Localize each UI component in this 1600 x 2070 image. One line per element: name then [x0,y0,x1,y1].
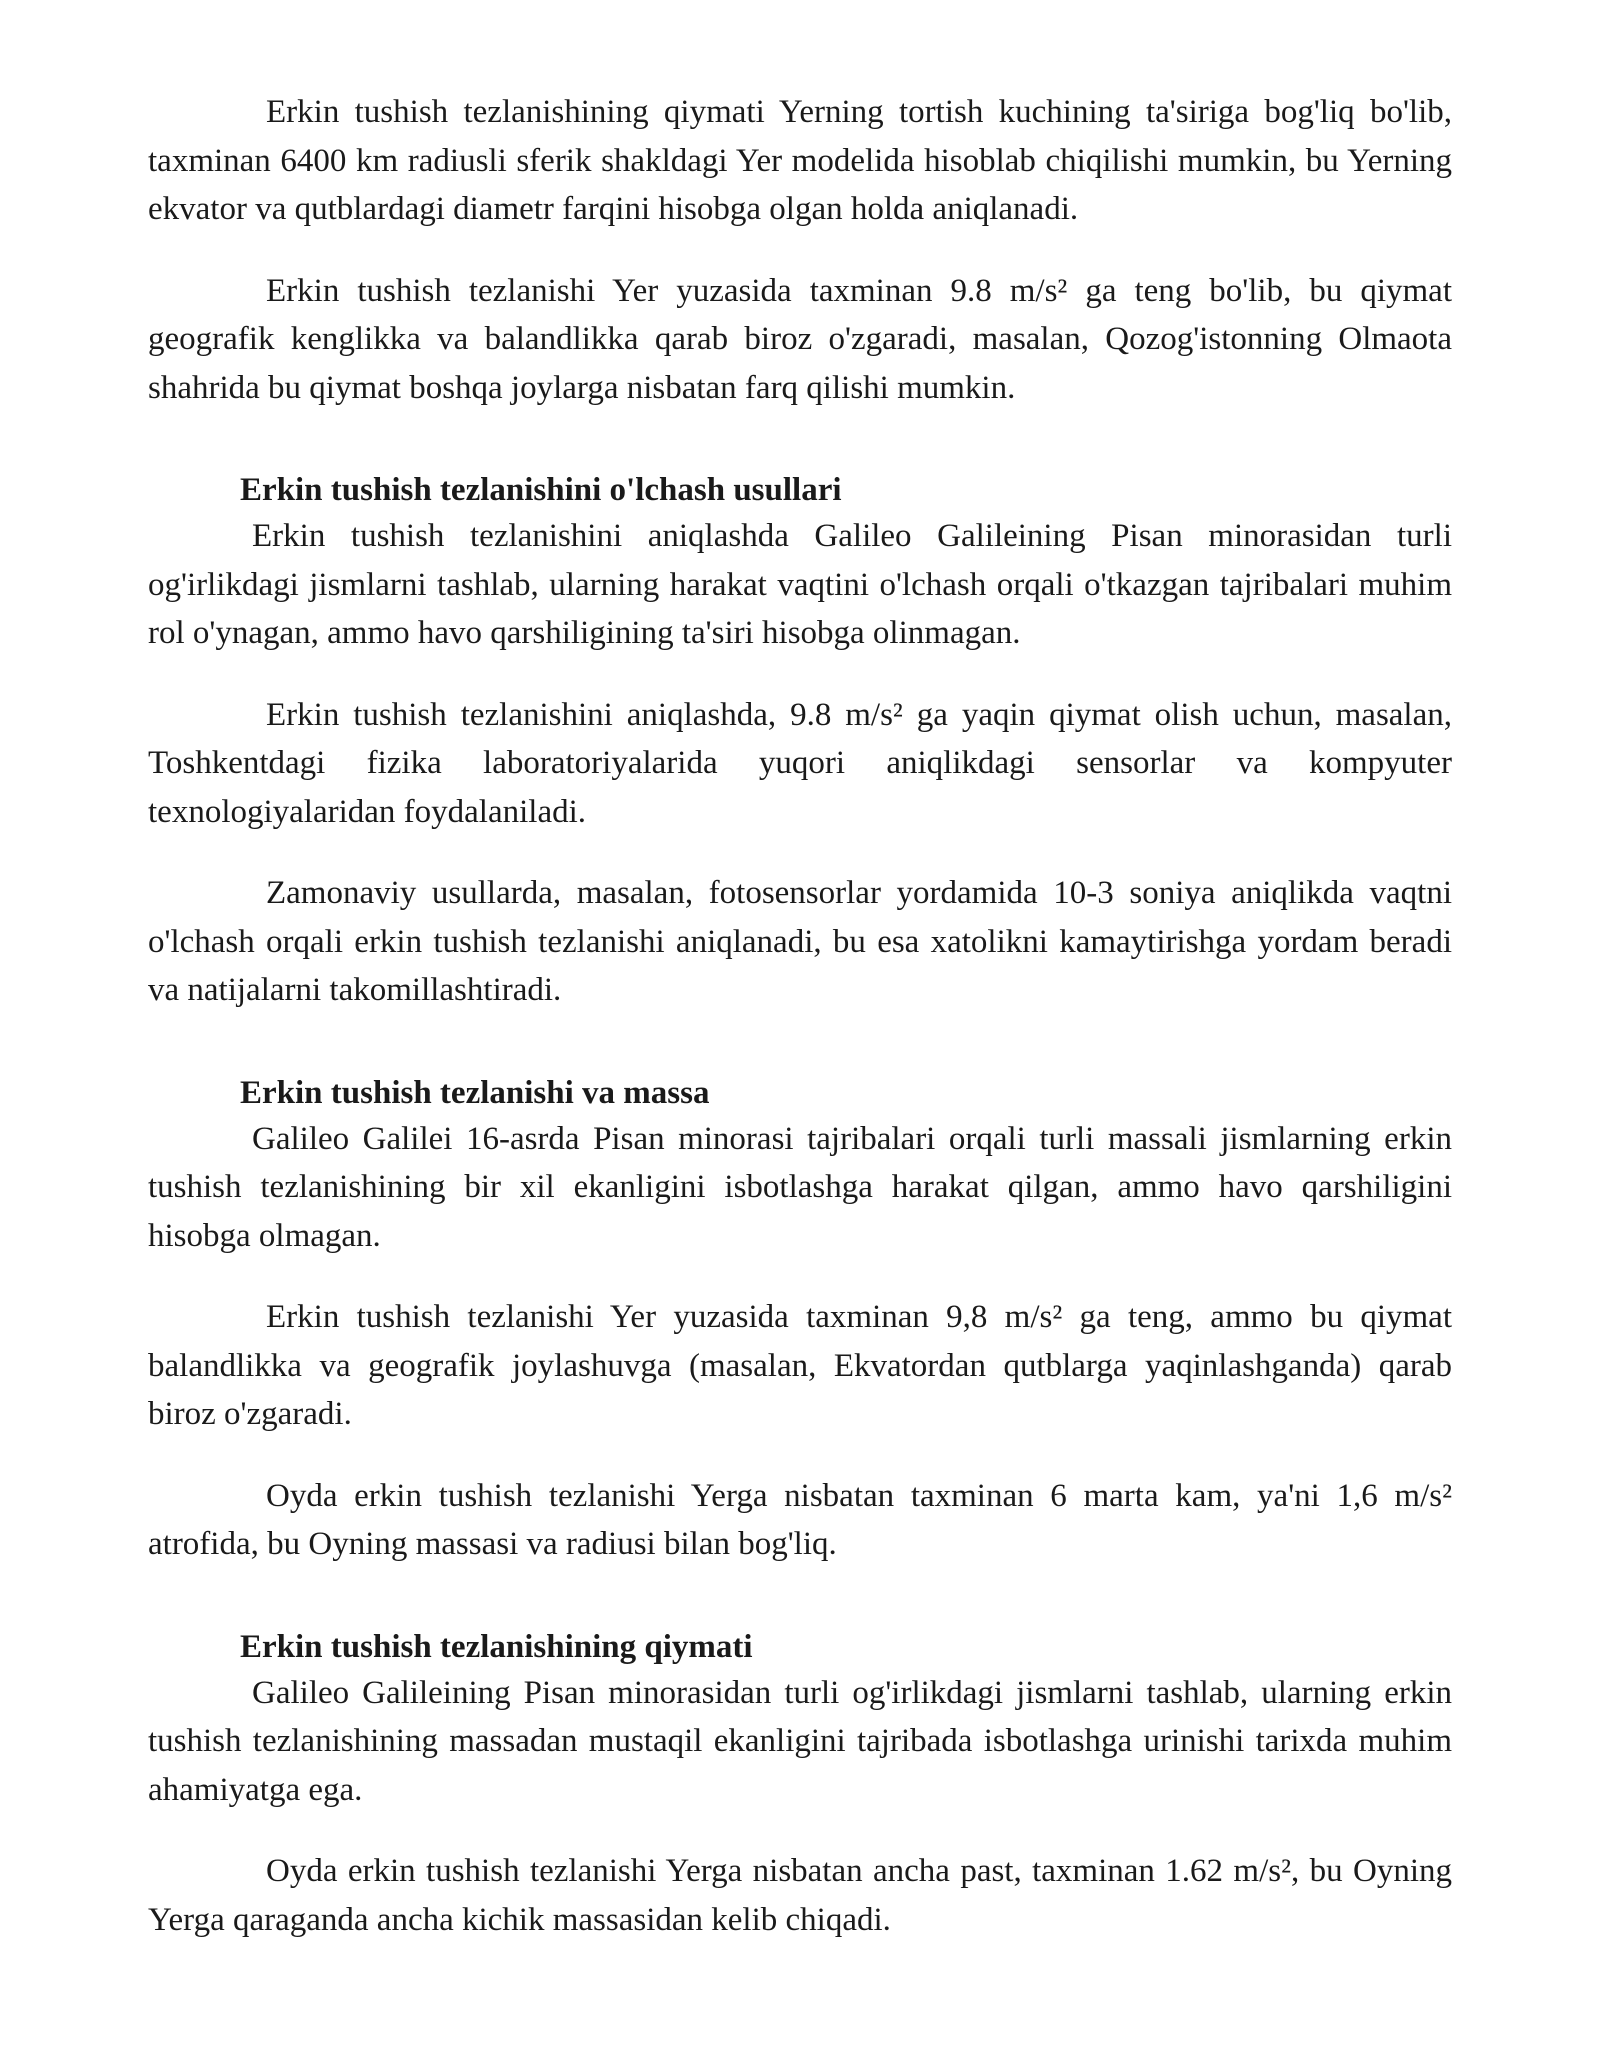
intro-paragraph-1: Erkin tushish tezlanishining qiymati Yerning tortish kuchining ta'siriga bog'liq bo'lib, taxminan 6400 km radiusli sferik shakldagi Yer modelida hisoblab chiqilishi mumkin, bu Yerning ekvator va qutblardagi diametr farqini hisobga olgan holda aniqlanadi. [148,94,1452,227]
section2-paragraph-1: Galileo Galilei 16-asrda Pisan minorasi tajribalari orqali turli massali jismlarning erkin tushish tezlanishining bir xil ekanligini isbotlashga harakat qilgan, ammo havo qarshiligini hisobga olmagan. [148,1120,1452,1254]
section-heading-value: Erkin tushish tezlanishining qiymati [240,1628,753,1665]
section2-paragraph-2: Erkin tushish tezlanishi Yer yuzasida taxminan 9,8 m/s² ga teng, ammo bu qiymat balandlikka va geografik joylashuvga (masalan, Ekvatordan qutblarga yaqinlashganda) qarab biroz o'zgaradi. [148,1299,1452,1432]
section3-paragraph-2: Oyda erkin tushish tezlanishi Yerga nisbatan ancha past, taxminan 1.62 m/s², bu Oyning Yerga qaraganda ancha kichik massasidan kelib chiqadi. [148,1853,1452,1938]
section1-paragraph-3: Zamonaviy usullarda, masalan, fotosensorlar yordamida 10-3 soniya aniqlikda vaqtni o'lchash orqali erkin tushish tezlanishi aniqlanadi, bu esa xatolikni kamaytirishga yordam beradi va natijalarni takomillashtiradi. [148,875,1452,1008]
section-heading-measurement: Erkin tushish tezlanishini o'lchash usullari [240,472,842,508]
document-page [148,88,1452,1944]
intro-paragraph-2: Erkin tushish tezlanishi Yer yuzasida taxminan 9.8 m/s² ga teng bo'lib, bu qiymat geografik kenglikka va balandlikka qarab biroz o'zgaradi, masalan, Qozog'istonning Olmaota shahrida bu qiymat boshqa joylarga nisbatan farq qilishi mumkin. [148,272,1452,406]
section-heading-mass: Erkin tushish tezlanishi va massa [240,1074,710,1111]
section2-paragraph-3: Oyda erkin tushish tezlanishi Yerga nisbatan taxminan 6 marta kam, ya'ni 1,6 m/s² atrofida, bu Oyning massasi va radiusi bilan bog'liq. [148,1477,1452,1562]
section3-paragraph-1: Galileo Galileining Pisan minorasidan turli og'irlikdagi jismlarni tashlab, ularning erkin tushish tezlanishining massadan mustaqil ekanligini tajribada isbotlashga urinishi tarixda muhim ahamiyatga ega. [148,1674,1452,1808]
section1-paragraph-2: Erkin tushish tezlanishini aniqlashda, 9.8 m/s² ga yaqin qiymat olish uchun, masalan, Toshkentdagi fizika laboratoriyalarida yuqori aniqlikdagi sensorlar va kompyuter texnologiyalaridan foydalaniladi. [148,696,1452,830]
section1-paragraph-1: Erkin tushish tezlanishini aniqlashda Galileo Galileining Pisan minorasidan turli og'irlikdagi jismlarni tashlab, ularning harakat vaqtini o'lchash orqali o'tkazgan tajribalari muhim rol o'ynagan, ammo havo qarshiligining ta'siri hisobga olinmagan. [148,518,1452,651]
